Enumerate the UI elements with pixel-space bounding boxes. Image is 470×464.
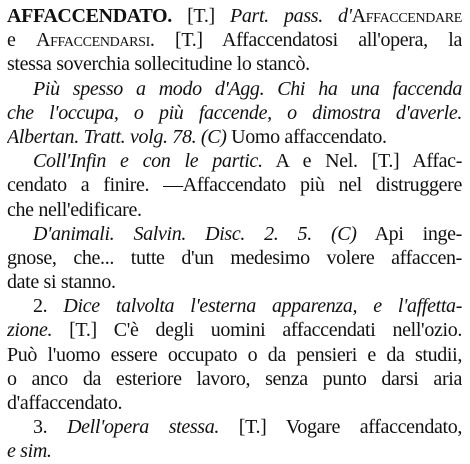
- example-text: Api inge-: [356, 222, 462, 245]
- entry-line-15: Può l'uomo essere occupato o da pensieri e da studii,: [7, 343, 462, 366]
- entry-line-18: [7, 415, 462, 439]
- entry-line-2: e Affaccendarsi. [T.] Affaccendatosi all'opera, la: [7, 29, 462, 52]
- part-of-speech: Part. pass. d': [230, 5, 352, 27]
- entry-line-5: che l'occupa, o più faccende, o dimostra d'averle.: [7, 101, 462, 124]
- entry-line-8: cendato a finire. —Affaccendato più nel distruggere: [7, 174, 462, 197]
- entry-line-12: date si stanno.: [7, 271, 116, 294]
- entry-line-19: e sim.: [7, 440, 52, 463]
- sense-number: 3.: [33, 416, 68, 439]
- cross-reference: Affaccendare: [351, 5, 462, 27]
- headword: AFFACCENDATO.: [7, 5, 172, 27]
- entry-line-6: [7, 125, 462, 149]
- entry-line-14: [7, 318, 462, 342]
- example-text: Affaccendatosi all'opera, la: [222, 29, 462, 52]
- usage-note: Coll'Infin e con le partic.: [33, 150, 263, 173]
- entry-line-17: d'affaccendato.: [7, 392, 123, 414]
- cross-reference: Affaccendarsi.: [36, 29, 155, 52]
- example-text: [T.] C'è degli uomini affaccendati nell'ozio.: [52, 319, 462, 342]
- entry-line-4: Più spesso a modo d'Agg. Chi ha una faccenda: [33, 77, 462, 100]
- source-tag: [T.]: [187, 5, 215, 27]
- sense-number: 2.: [33, 295, 64, 318]
- entry-line-3: stessa soverchia sollecitudine lo stancò.: [7, 53, 310, 76]
- source-tag: [T.]: [154, 29, 223, 52]
- example-text: [T.] Vogare affaccendato,: [219, 416, 462, 439]
- citation: Albertan. Tratt. volg. 78. (C): [7, 125, 227, 148]
- usage-note: zione.: [7, 319, 53, 342]
- entry-line-7: [7, 149, 462, 173]
- example-text: A e Nel. [T.] Affac-: [262, 150, 462, 173]
- entry-line-16: o anco da esteriore lavoro, senza punto darsi aria: [7, 367, 462, 390]
- citation: D'animali. Salvin. Disc. 2. 5. (C): [33, 222, 357, 245]
- entry-line-10: [7, 222, 462, 246]
- entry-line-13: [7, 294, 462, 318]
- example-text: Uomo affaccendato.: [226, 125, 387, 148]
- entry-line-11: gnose, che... tutte d'un medesimo volere affaccen-: [7, 246, 462, 269]
- usage-note: Dell'opera stessa.: [67, 416, 220, 439]
- entry-line-9: che nell'edificare.: [7, 198, 142, 221]
- entry-line-1: [7, 4, 462, 28]
- usage-note: Dice talvolta l'esterna apparenza, e l'affetta-: [63, 295, 462, 318]
